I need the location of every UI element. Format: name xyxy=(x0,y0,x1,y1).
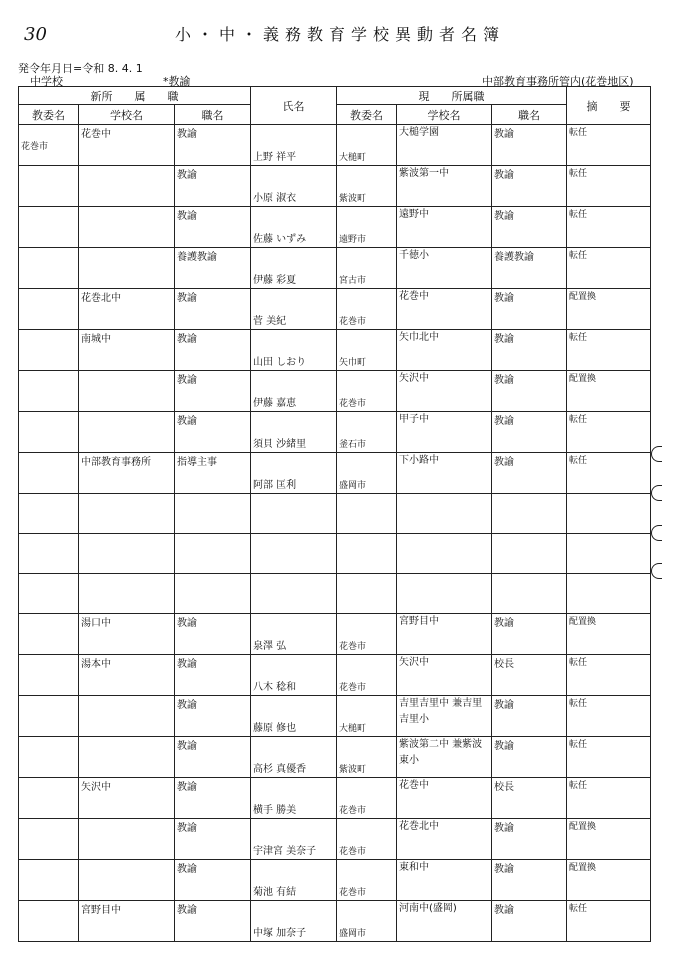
current-board-cell xyxy=(337,574,397,614)
current-board-cell: 大槌町 xyxy=(337,125,397,166)
current-board-cell: 宮古市 xyxy=(337,248,397,289)
current-position-cell: 教諭 xyxy=(492,737,567,778)
new-school-cell xyxy=(79,371,175,412)
new-school-header: 学校名 xyxy=(79,105,175,125)
new-school-cell: 宮野目中 xyxy=(79,901,175,942)
new-school-cell xyxy=(79,860,175,901)
issue-date: 発令年月日=令和 8. 4. 1 xyxy=(18,62,143,75)
new-school-cell: 中部教育事務所 xyxy=(79,453,175,494)
current-post-header: 現 所属職 xyxy=(337,87,567,105)
name-cell: 横手 勝美 xyxy=(251,778,337,819)
current-board-cell: 盛岡市 xyxy=(337,901,397,942)
current-school-cell xyxy=(397,574,492,614)
roster-body xyxy=(19,125,651,942)
binder-hole xyxy=(651,563,662,579)
new-position-cell: 指導主事 xyxy=(175,453,251,494)
table-row xyxy=(19,166,651,207)
name-cell xyxy=(251,574,337,614)
current-position-header: 職名 xyxy=(492,105,567,125)
name-cell: 須貝 沙緒里 xyxy=(251,412,337,453)
new-board-cell xyxy=(19,330,79,371)
summary-cell: 転任 xyxy=(567,125,651,166)
current-position-cell: 教諭 xyxy=(492,696,567,737)
new-school-cell xyxy=(79,166,175,207)
summary-cell: 転任 xyxy=(567,778,651,819)
new-board-cell xyxy=(19,655,79,696)
new-position-cell: 教諭 xyxy=(175,614,251,655)
name-header: 氏名 xyxy=(251,87,337,125)
current-school-cell: 花巻北中 xyxy=(397,819,492,860)
new-board-cell xyxy=(19,778,79,819)
new-board-cell xyxy=(19,534,79,574)
table-row xyxy=(19,901,651,942)
new-school-cell xyxy=(79,207,175,248)
current-school-cell: 河南中(盛岡) xyxy=(397,901,492,942)
name-cell: 高杉 真優香 xyxy=(251,737,337,778)
table-row xyxy=(19,778,651,819)
name-cell: 阿部 匡利 xyxy=(251,453,337,494)
name-cell: 小原 淑衣 xyxy=(251,166,337,207)
name-cell: 佐藤 いずみ xyxy=(251,207,337,248)
table-row xyxy=(19,534,651,574)
name-cell: 菊池 有結 xyxy=(251,860,337,901)
new-school-cell: 南城中 xyxy=(79,330,175,371)
binder-hole xyxy=(651,446,662,462)
current-school-cell xyxy=(397,494,492,534)
current-board-cell: 花巻市 xyxy=(337,860,397,901)
table-row xyxy=(19,371,651,412)
current-board-cell: 盛岡市 xyxy=(337,453,397,494)
new-board-cell xyxy=(19,289,79,330)
table-row xyxy=(19,819,651,860)
new-position-cell: 教諭 xyxy=(175,778,251,819)
current-board-cell: 遠野市 xyxy=(337,207,397,248)
current-position-cell: 養護教諭 xyxy=(492,248,567,289)
new-board-cell xyxy=(19,453,79,494)
summary-cell: 配置換 xyxy=(567,860,651,901)
new-school-cell xyxy=(79,494,175,534)
name-cell xyxy=(251,494,337,534)
table-row xyxy=(19,614,651,655)
new-position-cell: 教諭 xyxy=(175,330,251,371)
current-position-cell: 校長 xyxy=(492,778,567,819)
region: 中部教育事務所管内(花巻地区) xyxy=(482,75,634,88)
binder-hole xyxy=(651,525,662,541)
name-cell xyxy=(251,534,337,574)
summary-cell: 転任 xyxy=(567,453,651,494)
current-position-cell: 教諭 xyxy=(492,330,567,371)
page-number: 30 xyxy=(24,24,47,45)
summary-cell: 転任 xyxy=(567,412,651,453)
new-board-cell xyxy=(19,860,79,901)
current-school-cell: 吉里吉里中 兼吉里吉里小 xyxy=(397,696,492,737)
table-row xyxy=(19,574,651,614)
current-board-cell: 紫波町 xyxy=(337,737,397,778)
current-position-cell: 教諭 xyxy=(492,819,567,860)
new-board-cell xyxy=(19,494,79,534)
roster-table xyxy=(18,86,651,942)
new-position-header: 職名 xyxy=(175,105,251,125)
summary-header: 摘 要 xyxy=(567,87,651,125)
current-school-cell: 花巻中 xyxy=(397,289,492,330)
current-school-header: 学校名 xyxy=(397,105,492,125)
name-cell: 菅 美紀 xyxy=(251,289,337,330)
new-school-cell xyxy=(79,248,175,289)
new-board-header: 教委名 xyxy=(19,105,79,125)
new-position-cell: 教諭 xyxy=(175,207,251,248)
table-row xyxy=(19,330,651,371)
table-row xyxy=(19,248,651,289)
new-position-cell: 教諭 xyxy=(175,819,251,860)
new-school-cell: 湯口中 xyxy=(79,614,175,655)
summary-cell: 転任 xyxy=(567,166,651,207)
new-position-cell: 教諭 xyxy=(175,737,251,778)
current-school-cell: 千徳小 xyxy=(397,248,492,289)
name-cell: 上野 祥平 xyxy=(251,125,337,166)
table-row xyxy=(19,289,651,330)
current-position-cell: 教諭 xyxy=(492,207,567,248)
summary-cell: 配置換 xyxy=(567,819,651,860)
new-position-cell: 教諭 xyxy=(175,412,251,453)
summary-cell: 配置換 xyxy=(567,371,651,412)
summary-cell: 配置換 xyxy=(567,614,651,655)
current-position-cell xyxy=(492,494,567,534)
new-position-cell: 養護教諭 xyxy=(175,248,251,289)
new-position-cell: 教諭 xyxy=(175,125,251,166)
current-position-cell: 校長 xyxy=(492,655,567,696)
new-school-cell xyxy=(79,737,175,778)
summary-cell: 転任 xyxy=(567,655,651,696)
current-position-cell: 教諭 xyxy=(492,125,567,166)
new-board-cell xyxy=(19,819,79,860)
new-school-cell: 花巻中 xyxy=(79,125,175,166)
current-board-cell: 花巻市 xyxy=(337,614,397,655)
new-school-cell: 矢沢中 xyxy=(79,778,175,819)
new-position-cell: 教諭 xyxy=(175,860,251,901)
table-row xyxy=(19,696,651,737)
new-school-cell xyxy=(79,819,175,860)
table-row xyxy=(19,125,651,166)
current-board-cell: 紫波町 xyxy=(337,166,397,207)
summary-cell: 配置換 xyxy=(567,289,651,330)
current-board-cell: 花巻市 xyxy=(337,778,397,819)
new-board-cell xyxy=(19,166,79,207)
current-position-cell: 教諭 xyxy=(492,412,567,453)
summary-cell xyxy=(567,574,651,614)
table-row xyxy=(19,207,651,248)
current-school-cell: 花巻中 xyxy=(397,778,492,819)
new-school-cell: 花巻北中 xyxy=(79,289,175,330)
current-position-cell: 教諭 xyxy=(492,614,567,655)
name-cell: 山田 しおり xyxy=(251,330,337,371)
new-board-cell xyxy=(19,901,79,942)
new-school-cell xyxy=(79,412,175,453)
current-board-cell: 花巻市 xyxy=(337,371,397,412)
summary-cell: 転任 xyxy=(567,207,651,248)
new-position-cell xyxy=(175,494,251,534)
current-school-cell: 矢巾北中 xyxy=(397,330,492,371)
current-board-cell: 花巻市 xyxy=(337,655,397,696)
current-position-cell xyxy=(492,534,567,574)
new-position-cell: 教諭 xyxy=(175,371,251,412)
table-row xyxy=(19,737,651,778)
current-position-cell xyxy=(492,574,567,614)
current-board-cell: 花巻市 xyxy=(337,289,397,330)
current-school-cell: 矢沢中 xyxy=(397,371,492,412)
current-school-cell xyxy=(397,534,492,574)
current-school-cell: 東和中 xyxy=(397,860,492,901)
current-school-cell: 紫波第一中 xyxy=(397,166,492,207)
current-school-cell: 大槌学園 xyxy=(397,125,492,166)
table-row xyxy=(19,494,651,534)
summary-cell: 転任 xyxy=(567,330,651,371)
new-position-cell: 教諭 xyxy=(175,696,251,737)
current-position-cell: 教諭 xyxy=(492,860,567,901)
name-cell: 宇津宮 美奈子 xyxy=(251,819,337,860)
new-position-cell xyxy=(175,534,251,574)
new-position-cell xyxy=(175,574,251,614)
category: *教諭 xyxy=(163,75,191,88)
current-school-cell: 宮野目中 xyxy=(397,614,492,655)
current-board-cell: 矢巾町 xyxy=(337,330,397,371)
new-board-cell xyxy=(19,412,79,453)
binder-hole xyxy=(651,485,662,501)
new-board-cell xyxy=(19,371,79,412)
summary-cell: 転任 xyxy=(567,696,651,737)
current-position-cell: 教諭 xyxy=(492,453,567,494)
new-position-cell: 教諭 xyxy=(175,166,251,207)
current-school-cell: 甲子中 xyxy=(397,412,492,453)
summary-cell: 転任 xyxy=(567,901,651,942)
name-cell: 藤原 修也 xyxy=(251,696,337,737)
new-board-cell xyxy=(19,737,79,778)
current-board-cell: 花巻市 xyxy=(337,819,397,860)
current-board-cell xyxy=(337,494,397,534)
current-school-cell: 遠野中 xyxy=(397,207,492,248)
new-board-cell xyxy=(19,574,79,614)
new-board-cell xyxy=(19,614,79,655)
current-board-cell: 大槌町 xyxy=(337,696,397,737)
current-school-cell: 矢沢中 xyxy=(397,655,492,696)
current-position-cell: 教諭 xyxy=(492,371,567,412)
summary-cell: 転任 xyxy=(567,737,651,778)
new-school-cell: 湯本中 xyxy=(79,655,175,696)
new-board-cell xyxy=(19,248,79,289)
table-row xyxy=(19,860,651,901)
new-school-cell xyxy=(79,696,175,737)
new-school-cell xyxy=(79,534,175,574)
name-cell: 伊藤 彩夏 xyxy=(251,248,337,289)
summary-cell xyxy=(567,534,651,574)
school-type: 中学校 xyxy=(30,75,63,88)
new-position-cell: 教諭 xyxy=(175,901,251,942)
current-board-header: 教委名 xyxy=(337,105,397,125)
new-school-cell xyxy=(79,574,175,614)
table-row xyxy=(19,453,651,494)
current-position-cell: 教諭 xyxy=(492,901,567,942)
current-board-cell xyxy=(337,534,397,574)
name-cell: 伊藤 嘉恵 xyxy=(251,371,337,412)
page-title: 小・中・義務教育学校異動者名簿 xyxy=(174,25,505,44)
new-board-cell: 花巻市 xyxy=(19,125,79,166)
current-position-cell: 教諭 xyxy=(492,289,567,330)
name-cell: 中塚 加奈子 xyxy=(251,901,337,942)
new-position-cell: 教諭 xyxy=(175,655,251,696)
current-board-cell: 釜石市 xyxy=(337,412,397,453)
table-row xyxy=(19,412,651,453)
name-cell: 泉澤 弘 xyxy=(251,614,337,655)
current-school-cell: 下小路中 xyxy=(397,453,492,494)
summary-cell: 転任 xyxy=(567,248,651,289)
new-post-header: 新所 属 職 xyxy=(19,87,251,105)
new-board-cell xyxy=(19,207,79,248)
name-cell: 八木 稔和 xyxy=(251,655,337,696)
table-row xyxy=(19,655,651,696)
current-position-cell: 教諭 xyxy=(492,166,567,207)
new-board-cell xyxy=(19,696,79,737)
summary-cell xyxy=(567,494,651,534)
current-school-cell: 紫波第二中 兼紫波東小 xyxy=(397,737,492,778)
new-position-cell: 教諭 xyxy=(175,289,251,330)
